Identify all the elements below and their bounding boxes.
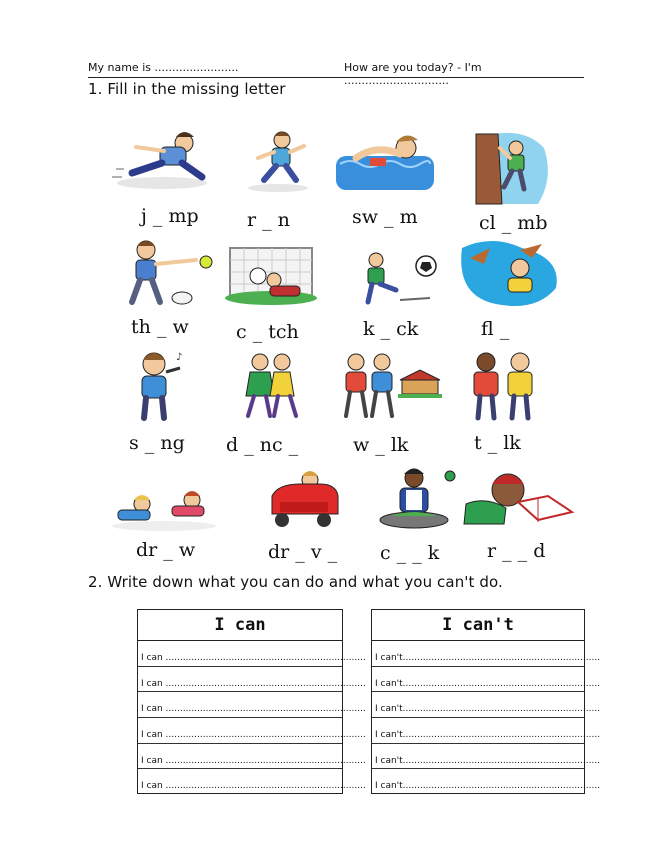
throw-illustration <box>110 236 214 312</box>
jump-illustration <box>112 125 217 197</box>
word-cook: c _ _ k <box>380 542 440 564</box>
can-row[interactable]: I can ...................................................................... <box>141 781 366 792</box>
section-2-title: 2. Write down what you can do and what you can't do. <box>88 573 503 591</box>
swim-illustration <box>336 128 434 190</box>
word-jump: j _ mp <box>141 205 199 227</box>
talk-illustration <box>464 350 544 422</box>
fly-illustration <box>460 238 558 308</box>
climb-illustration <box>472 128 550 208</box>
word-walk: w _ lk <box>353 434 409 456</box>
can-row[interactable]: I can ...................................................................... <box>138 718 342 744</box>
can-row[interactable]: I can ...................................................................... <box>138 692 342 718</box>
can-row[interactable]: I can ...................................................................... <box>138 744 342 770</box>
read-illustration <box>462 468 572 532</box>
kick-illustration <box>352 250 440 308</box>
word-throw: th _ w <box>131 316 189 338</box>
cant-table-heading: I can't <box>372 610 584 641</box>
can-row[interactable]: I can ...................................................................... <box>138 667 342 693</box>
svg-text:♪: ♪ <box>176 352 183 363</box>
word-catch: c _ tch <box>236 321 299 343</box>
word-fly: fl _ <box>481 318 510 340</box>
worksheet-header <box>88 59 584 87</box>
word-swim: sw _ m <box>352 206 418 228</box>
word-dance: d _ nc _ <box>226 434 299 456</box>
cant-row[interactable]: I can't..................................................................... <box>372 744 584 770</box>
section-1-title: 1. Fill in the missing letter <box>88 80 286 98</box>
cant-row[interactable]: I can't..................................................................... <box>372 667 584 693</box>
drive-illustration <box>266 466 340 532</box>
name-prompt: My name is ........................ <box>88 61 239 74</box>
cook-illustration <box>370 466 460 536</box>
word-drive: dr _ v _ <box>268 541 338 563</box>
catch-illustration <box>224 246 318 306</box>
can-table <box>137 609 366 794</box>
word-talk: t _ lk <box>474 432 521 454</box>
cant-table <box>371 609 601 794</box>
word-read: r _ _ d <box>487 540 546 562</box>
cant-row[interactable]: I can't..................................................................... <box>372 692 584 718</box>
cant-row[interactable]: I can't..................................................................... <box>375 781 601 792</box>
sing-illustration <box>124 348 194 424</box>
word-sing: s _ ng <box>129 432 185 454</box>
walk-illustration <box>338 348 444 424</box>
word-kick: k _ ck <box>363 318 419 340</box>
mood-prompt: How are you today? - I'm .............................. <box>344 61 482 87</box>
can-table-heading: I can <box>138 610 342 641</box>
word-run: r _ n <box>247 209 290 231</box>
dance-illustration <box>240 350 302 424</box>
cant-row[interactable]: I can't..................................................................... <box>372 718 584 744</box>
word-climb: cl _ mb <box>479 212 548 234</box>
cant-row[interactable]: I can't..................................................................... <box>372 641 584 667</box>
can-row[interactable]: I can ...................................................................... <box>138 641 342 667</box>
run-illustration <box>236 128 320 194</box>
word-draw: dr _ w <box>136 539 196 561</box>
draw-illustration <box>108 486 220 532</box>
